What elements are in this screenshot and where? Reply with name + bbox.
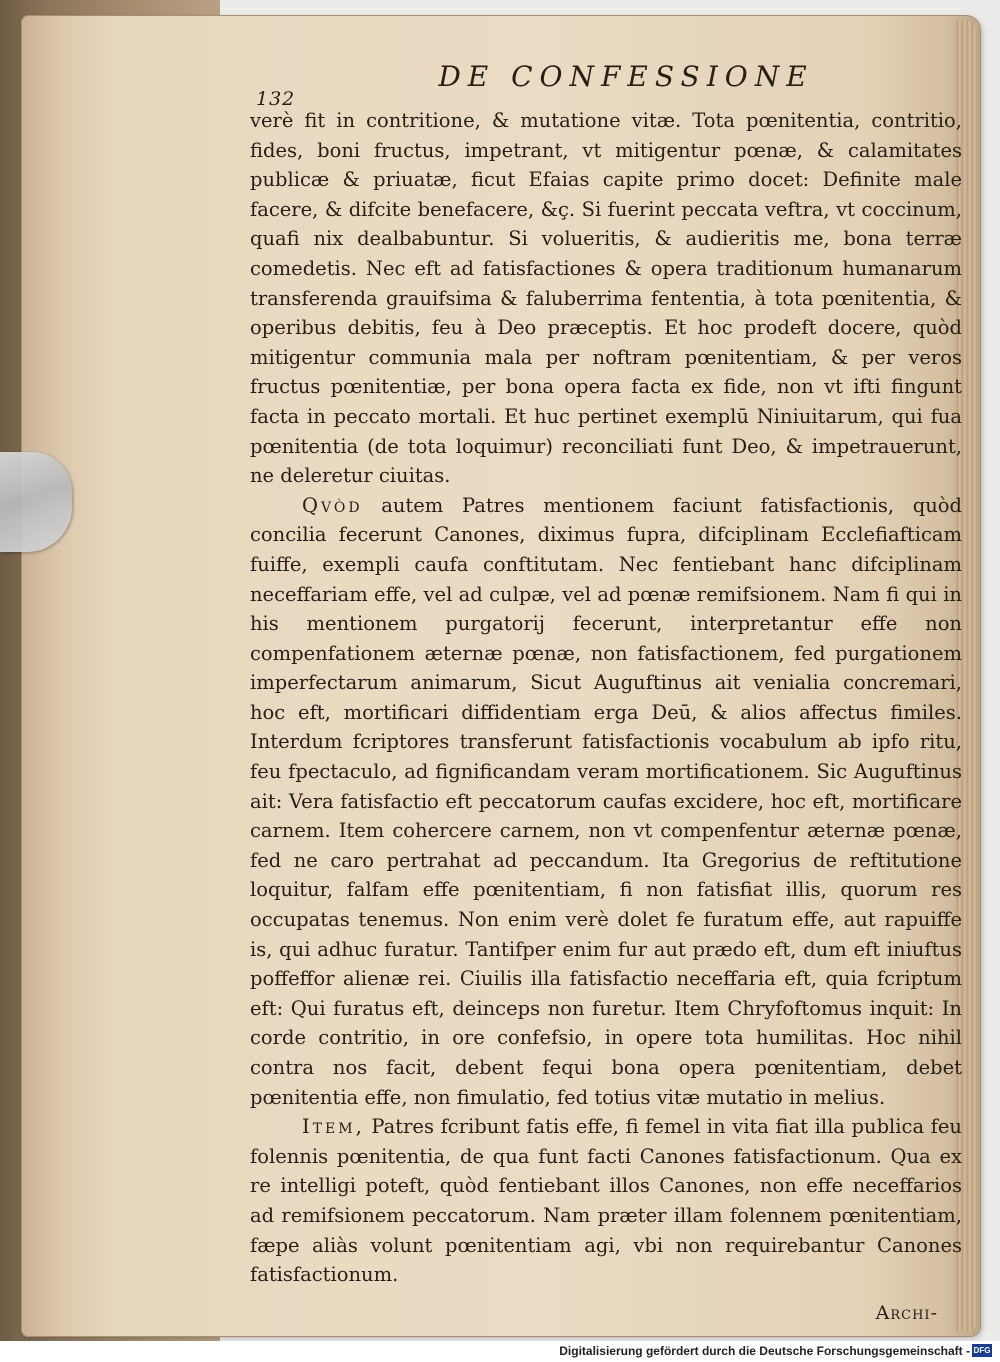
paragraph-2-lead: Qvòd [302,493,363,517]
paragraph-3-text: Patres fcribunt fatis effe, fi femel in vita fiat illa publica feu folennis pœnitentia, de qua funt facti Canones fatisfactionum. Qua ex re intelligi poteft, quòd fentiebant illos Canones, non effe neceffarios ad remifsionem peccatorum. Nam præter illam folennem pœnitentiam, fæpe aliàs volunt pœnitentiam agi, vbi non requirebantur Canones fatisfactionum. [250,1115,962,1287]
paragraph-1-text: verè fit in contritione, & mutatione vitæ. Tota pœnitentia, contritio, fides, boni fructus, impetrant, vt mitigentur pœnæ, & calamitates publicæ & priuatæ, ficut Efaias capite primo docet: Definite male facere, & difcite benefacere, &ç. Si fuerint peccata veftra, vt coccinum, quafi nix dealbabuntur. Si volueritis, & audieritis me, bona terræ comedetis. Nec eft ad fatisfactiones & opera traditionum humanarum transferenda grauifsima & faluberrima fententia, à tota pœnitentia, & operibus debitis, feu à Deo præceptis. Et hoc prodeft docere, quòd mitigentur communia mala per noftram pœnitentiam, & per veros fructus pœnitentiæ, per bona opera facta ex fide, non vt ifti fingunt facta in peccato mortali. Et huc pertinet exemplū Niniuitarum, qui fua pœnitentia (de tota loquimur) reconciliati funt Deo, & impetrauerunt, ne deleretur ciuitas. [250,109,962,488]
paragraph-3 [250,1112,962,1290]
paragraph-2 [250,491,962,1112]
paragraph-3-lead: Item, [302,1115,365,1139]
dfg-logo: DFG [973,1346,991,1355]
digitization-footer [0,1341,1000,1362]
footer-credit-text: Digitalisierung gefördert durch die Deutsche Forschungsgemeinschaft - [559,1344,970,1358]
running-head: DE CONFESSIONE [438,60,814,93]
page-number: 132 [256,88,296,110]
catchword: Archi- [875,1301,938,1324]
paragraph-2-text: autem Patres mentionem faciunt fatisfactionis, quòd concilia fecerunt Canones, diximus fupra, difciplinam Ecclefiafticam fuiffe, exempli caufa conftitutam. Nec fentiebant hanc difciplinam neceffariam effe, vel ad culpæ, vel ad pœnæ remifsionem. Nam fi qui in his mentionem purgatorij fecerunt, interpretantur effe non compenfationem æternæ pœnæ, non fatisfactionem, fed purgationem imperfectarum animarum, Sicut Auguftinus ait venialia concremari, hoc eft, mortificari diffidentiam erga Deū, & alios affectus fimiles. Interdum fcriptores transferunt fatisfactionis vocabulum ab ipfo ritu, feu fpectaculo, ad fignificandam veram mortificationem. Sic Auguftinus ait: Vera fatisfactio eft peccatorum caufas excidere, hoc eft, mortificare carnem. Item cohercere carnem, non vt compenfentur æternæ pœnæ, fed ne caro pertrahat ad peccandum. Ita Gregorius de reftitutione loquitur, falfam effe pœnitentiam, fi non fatisfiat illis, quorum res occupatas tenemus. Non enim verè dolet fe furatum effe, aut rapuiffe is, qui adhuc furatur. Tantifper enim fur aut prædo eft, dum eft iniuftus poffeffor alienæ rei. Ciuilis illa fatisfactio neceffaria eft, quia fcriptum eft: Qui furatus eft, deinceps non furetur. Item Chryfoftomus inquit: In corde contritio, in ore confefsio, in opere tota humilitas. Hoc nihil contra nos facit, debent fequi bona opera pœnitentiam, debet pœnitentia effe, non fimulatio, fed totius vitæ mutatio in melius. [250,493,962,1109]
printed-page [250,58,962,1324]
paragraph-1 [250,106,962,491]
body-text [250,106,962,1290]
